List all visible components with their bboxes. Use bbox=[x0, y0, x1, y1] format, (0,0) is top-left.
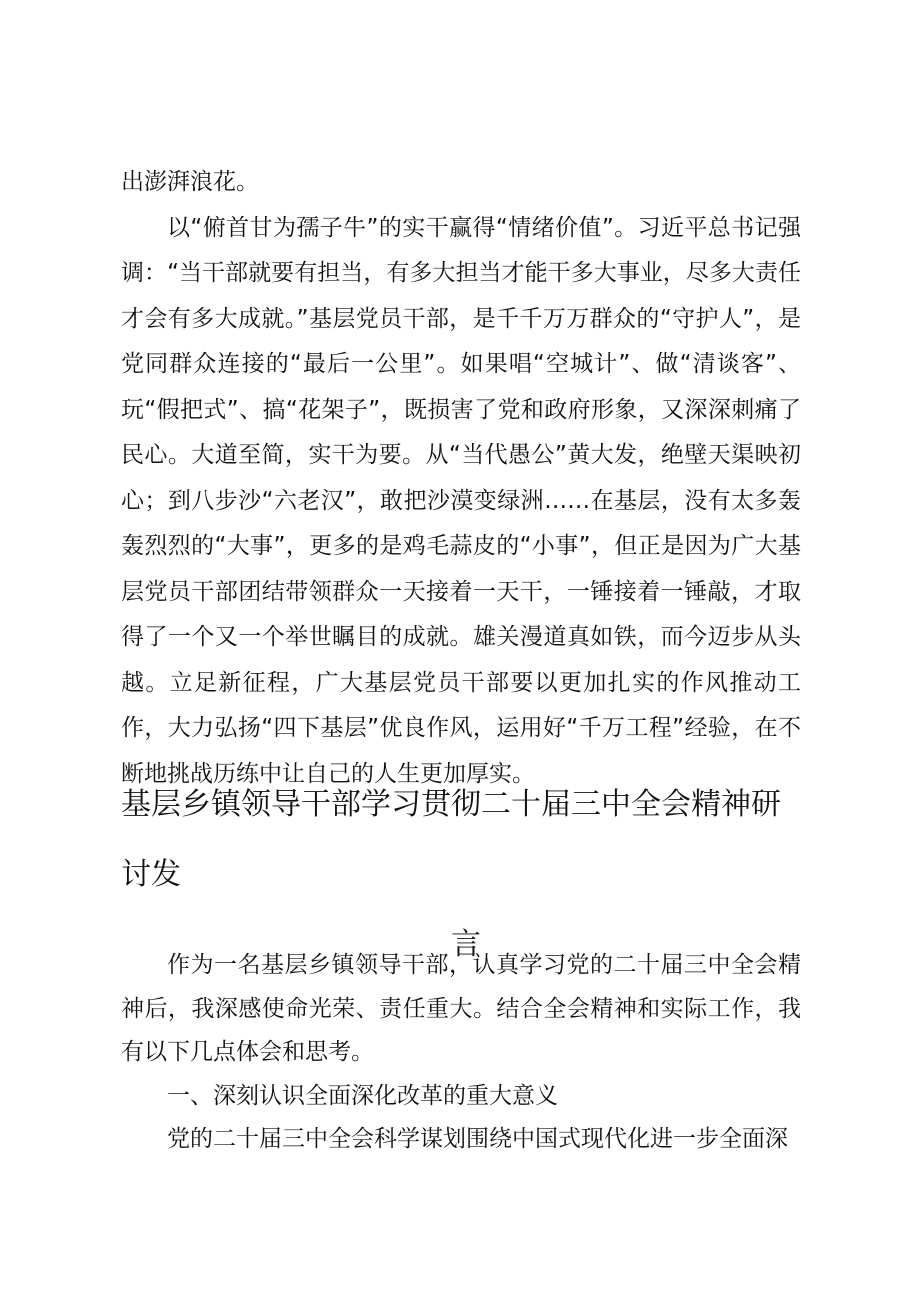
paragraph: 以“俯首甘为孺子牛”的实干赢得“情绪价值”。习近平总书记强调：“当干部就要有担当，有多大担当才能干多大事业，尽多大责任才会有多大成就。”基层党员干部，是千千万万群众的“守护人”，是党同群众连接的“最后一公里”。如果唱“空城计”、做“清谈客”、玩“假把式”、搞“花架子”，既损害了党和政府形象，又深深刺痛了民心。大道至简，实干为要。从“当代愚公”黄大发，绝壁天渠映初心；到八步沙“六老汉”，敢把沙漠变绿洲……在基层，没有太多轰轰烈烈的“大事”，更多的是鸡毛蒜皮的“小事”，但正是因为广大基层党员干部团结带领群众一天接着一天干，一锤接着一锤敲，才取得了一个又一个举世瞩目的成就。雄关漫道真如铁，而今迈步从头越。立足新征程，广大基层党员干部要以更加扎实的作风推动工作，大力弘扬“四下基层”优良作风，运用好“千万工程”经验，在不断地挑战历练中让自己的人生更加厚实。 bbox=[121, 214, 801, 787]
title-line-1: 基层乡镇领导干部学习贯彻二十届三中全会精神研讨发 bbox=[121, 787, 781, 892]
paragraph: 党的二十届三中全会科学谋划围绕中国式现代化进一步全面深 bbox=[167, 1126, 788, 1152]
continued-paragraph: 出澎湃浪花。 bbox=[121, 169, 259, 195]
previous-article-text bbox=[121, 160, 801, 797]
title-line-2: 言 bbox=[451, 927, 481, 962]
paragraph: 作为一名基层乡镇领导干部，认真学习党的二十届三中全会精神后，我深感使命光荣、责任重大。结合全会精神和实际工作，我有以下几点体会和思考。 bbox=[121, 952, 801, 1065]
article-body bbox=[121, 944, 801, 1162]
section-heading: 一、深刻认识全面深化改革的重大意义 bbox=[167, 1082, 558, 1109]
